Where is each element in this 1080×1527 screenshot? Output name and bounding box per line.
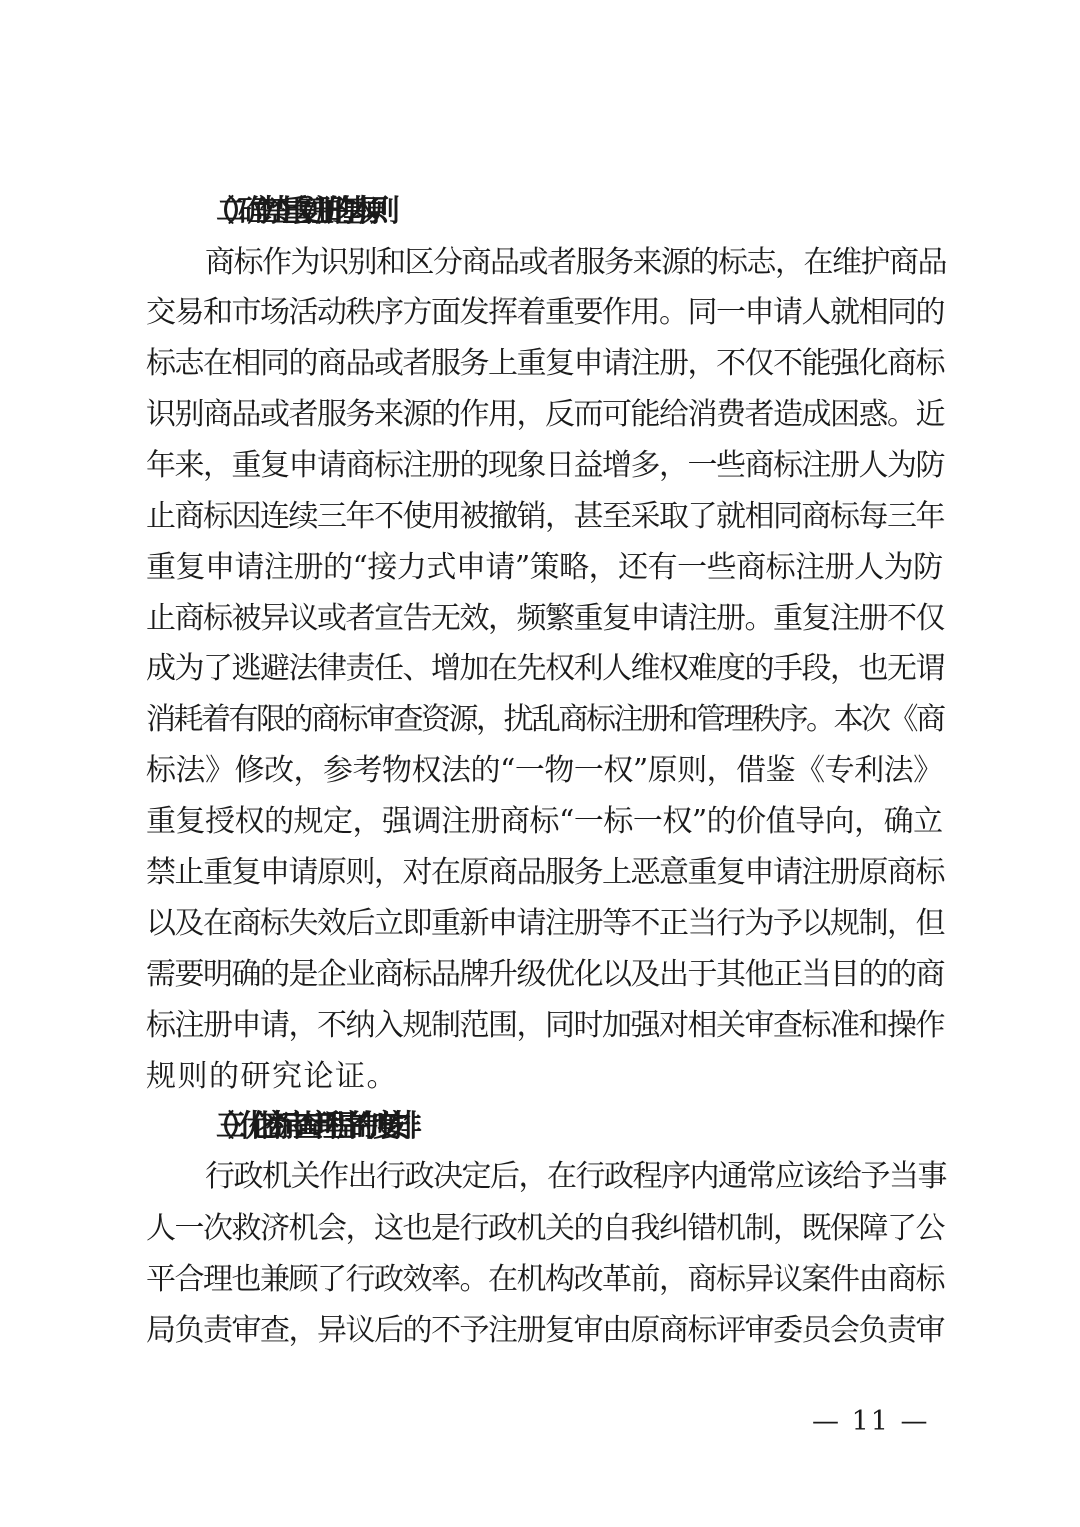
paragraph-line: 止商标因连续三年不使用被撤销，甚至采取了就相同商标每三年 (146, 499, 944, 534)
paragraph-line: 行政机关作出行政决定后，在行政程序内通常应该给予当事 (205, 1159, 946, 1194)
paragraph-line: 标志在相同的商品或者服务上重复申请注册，不仅不能强化商标 (146, 346, 944, 381)
section-heading-3: （三）优化商标审查审理程序的制度安排 (205, 1109, 403, 1144)
paragraph-line: 以及在商标失效后立即重新申请注册等不正当行为予以规制，但 (146, 906, 944, 941)
paragraph-line: 消耗着有限的商标审查资源，扰乱商标注册和管理秩序。本次《商 (146, 702, 944, 737)
paragraph-line: 商标作为识别和区分商品或者服务来源的标志，在维护商品 (205, 245, 946, 280)
paragraph-line: 需要明确的是企业商标品牌升级优化以及出于其他正当目的的商 (146, 957, 944, 992)
paragraph-line: 禁止重复申请原则，对在原商品服务上恶意重复申请注册原商标 (146, 855, 944, 890)
paragraph-line: 止商标被异议或者宣告无效，频繁重复申请注册。重复注册不仅 (146, 601, 944, 636)
paragraph-line: 交易和市场活动秩序方面发挥着重要作用。同一申请人就相同的 (146, 295, 944, 330)
paragraph-line: 人一次救济机会，这也是行政机关的自我纠错机制，既保障了公 (146, 1211, 944, 1246)
paragraph-line: 标法》修改，参考物权法的“一物一权”原则，借鉴《专利法》 (146, 753, 943, 788)
section-heading-2: （二）确立禁止重复注册的基本原则 (205, 194, 381, 229)
paragraph-line: 识别商品或者服务来源的作用，反而可能给消费者造成困惑。近 (146, 397, 944, 432)
paragraph-line: 重复申请注册的“接力式申请”策略，还有一些商标注册人为防 (146, 550, 943, 585)
paragraph-line: 规则的研究论证。 (146, 1059, 398, 1094)
paragraph-line: 标注册申请，不纳入规制范围，同时加强对相关审查标准和操作 (146, 1008, 944, 1043)
page-number: — 11 — (812, 1406, 930, 1437)
paragraph-line: 成为了逃避法律责任、增加在先权利人维权难度的手段，也无谓 (146, 651, 944, 686)
paragraph-line: 年来，重复申请商标注册的现象日益增多，一些商标注册人为防 (146, 448, 944, 483)
paragraph-line: 局负责审查，异议后的不予注册复审由原商标评审委员会负责审 (146, 1313, 944, 1348)
paragraph-line: 平合理也兼顾了行政效率。在机构改革前，商标异议案件由商标 (146, 1262, 944, 1297)
paragraph-line: 重复授权的规定，强调注册商标“一标一权”的价值导向，确立 (146, 804, 943, 839)
